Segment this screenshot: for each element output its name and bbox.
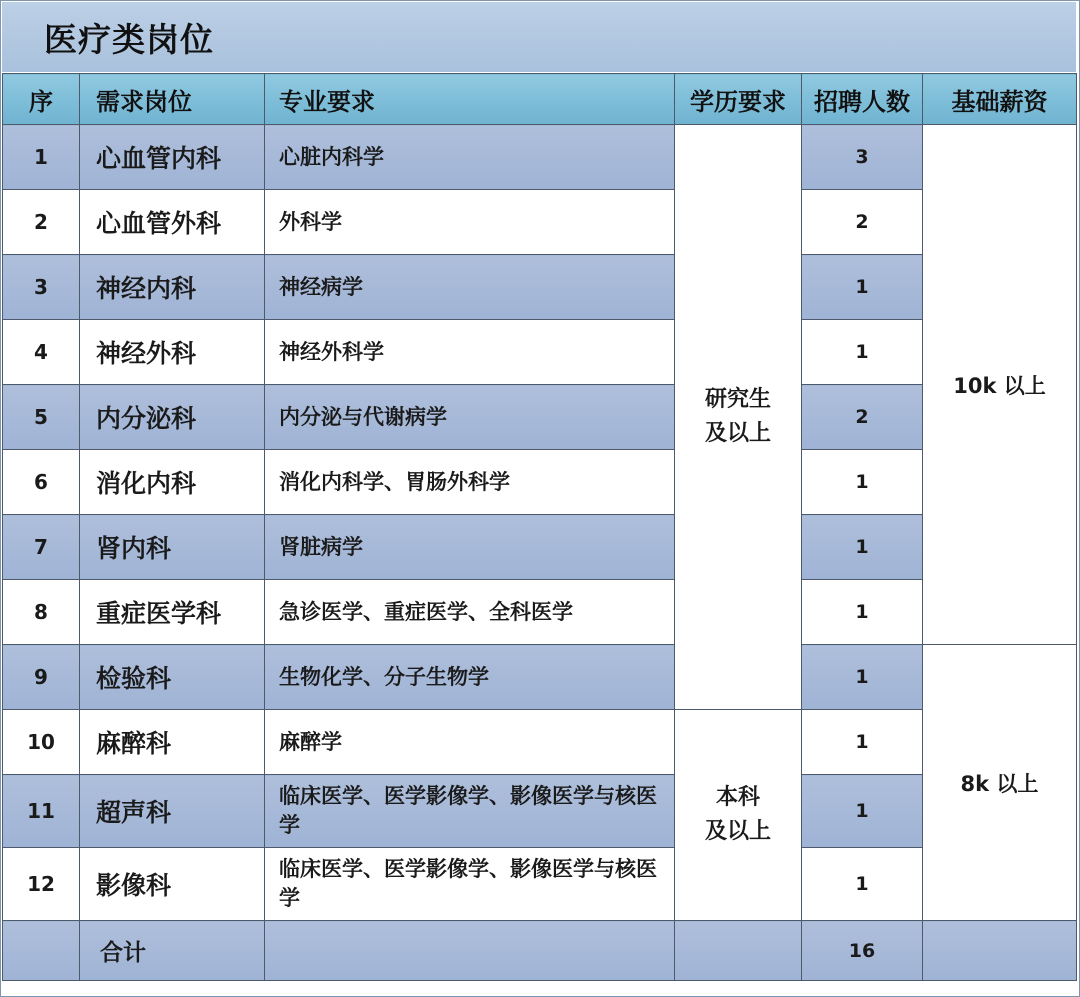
total-seq-cell [3, 921, 80, 981]
total-label: 合计 [80, 921, 265, 981]
table-row [3, 255, 1077, 320]
education-group-2 [675, 710, 802, 921]
education-group-1 [675, 125, 802, 710]
row-major: 肾脏病学 [265, 515, 675, 580]
row-seq: 3 [3, 255, 80, 320]
row-major: 外科学 [265, 190, 675, 255]
row-major: 临床医学、医学影像学、影像医学与核医学 [265, 848, 675, 921]
row-position: 影像科 [80, 848, 265, 921]
education-group-1-line1: 研究生 [704, 387, 771, 412]
row-major: 生物化学、分子生物学 [265, 645, 675, 710]
row-position: 肾内科 [80, 515, 265, 580]
row-seq: 6 [3, 450, 80, 515]
table-row [3, 450, 1077, 515]
row-count: 3 [802, 125, 923, 190]
header-major: 专业要求 [265, 74, 675, 125]
education-group-1-line2: 及以上 [704, 421, 771, 446]
table-row [3, 645, 1077, 710]
header-count: 招聘人数 [802, 74, 923, 125]
row-major: 内分泌与代谢病学 [265, 385, 675, 450]
row-position: 检验科 [80, 645, 265, 710]
table-row [3, 848, 1077, 921]
row-major: 临床医学、医学影像学、影像医学与核医学 [265, 775, 675, 848]
row-count: 1 [802, 515, 923, 580]
row-position: 重症医学科 [80, 580, 265, 645]
row-count: 1 [802, 775, 923, 848]
header-education: 学历要求 [675, 74, 802, 125]
row-position: 神经内科 [80, 255, 265, 320]
salary-group-1: 10k 以上 [923, 125, 1077, 645]
row-seq: 4 [3, 320, 80, 385]
row-major: 麻醉学 [265, 710, 675, 775]
row-major: 急诊医学、重症医学、全科医学 [265, 580, 675, 645]
education-group-2-line2: 及以上 [704, 819, 771, 844]
row-count: 2 [802, 385, 923, 450]
row-seq: 5 [3, 385, 80, 450]
total-count: 16 [802, 921, 923, 981]
table-row [3, 125, 1077, 190]
row-count: 1 [802, 580, 923, 645]
row-seq: 7 [3, 515, 80, 580]
row-seq: 9 [3, 645, 80, 710]
total-education-cell [675, 921, 802, 981]
row-position: 麻醉科 [80, 710, 265, 775]
page-title: 医疗类岗位 [44, 19, 214, 59]
row-seq: 12 [3, 848, 80, 921]
row-position: 内分泌科 [80, 385, 265, 450]
row-position: 消化内科 [80, 450, 265, 515]
header-row [3, 74, 1077, 125]
row-seq: 8 [3, 580, 80, 645]
title-bar [2, 2, 1076, 72]
row-count: 1 [802, 848, 923, 921]
total-salary-cell [923, 921, 1077, 981]
total-major-cell [265, 921, 675, 981]
row-seq: 11 [3, 775, 80, 848]
row-count: 1 [802, 255, 923, 320]
row-count: 1 [802, 710, 923, 775]
table-row [3, 190, 1077, 255]
row-count: 1 [802, 645, 923, 710]
row-major: 神经外科学 [265, 320, 675, 385]
salary-group-2: 8k 以上 [923, 645, 1077, 921]
row-major: 消化内科学、胃肠外科学 [265, 450, 675, 515]
row-position: 超声科 [80, 775, 265, 848]
recruitment-table [2, 73, 1077, 981]
table-row [3, 320, 1077, 385]
row-count: 1 [802, 450, 923, 515]
row-count: 2 [802, 190, 923, 255]
table-row [3, 515, 1077, 580]
row-seq: 2 [3, 190, 80, 255]
row-position: 心血管外科 [80, 190, 265, 255]
table-row [3, 580, 1077, 645]
row-seq: 1 [3, 125, 80, 190]
row-major: 心脏内科学 [265, 125, 675, 190]
table-row [3, 710, 1077, 775]
row-major: 神经病学 [265, 255, 675, 320]
header-salary: 基础薪资 [923, 74, 1077, 125]
table-row [3, 385, 1077, 450]
education-group-2-line1: 本科 [715, 785, 760, 810]
row-position: 神经外科 [80, 320, 265, 385]
total-row [3, 921, 1077, 981]
table-row [3, 775, 1077, 848]
header-seq: 序 [3, 74, 80, 125]
header-position: 需求岗位 [80, 74, 265, 125]
row-count: 1 [802, 320, 923, 385]
row-seq: 10 [3, 710, 80, 775]
row-position: 心血管内科 [80, 125, 265, 190]
